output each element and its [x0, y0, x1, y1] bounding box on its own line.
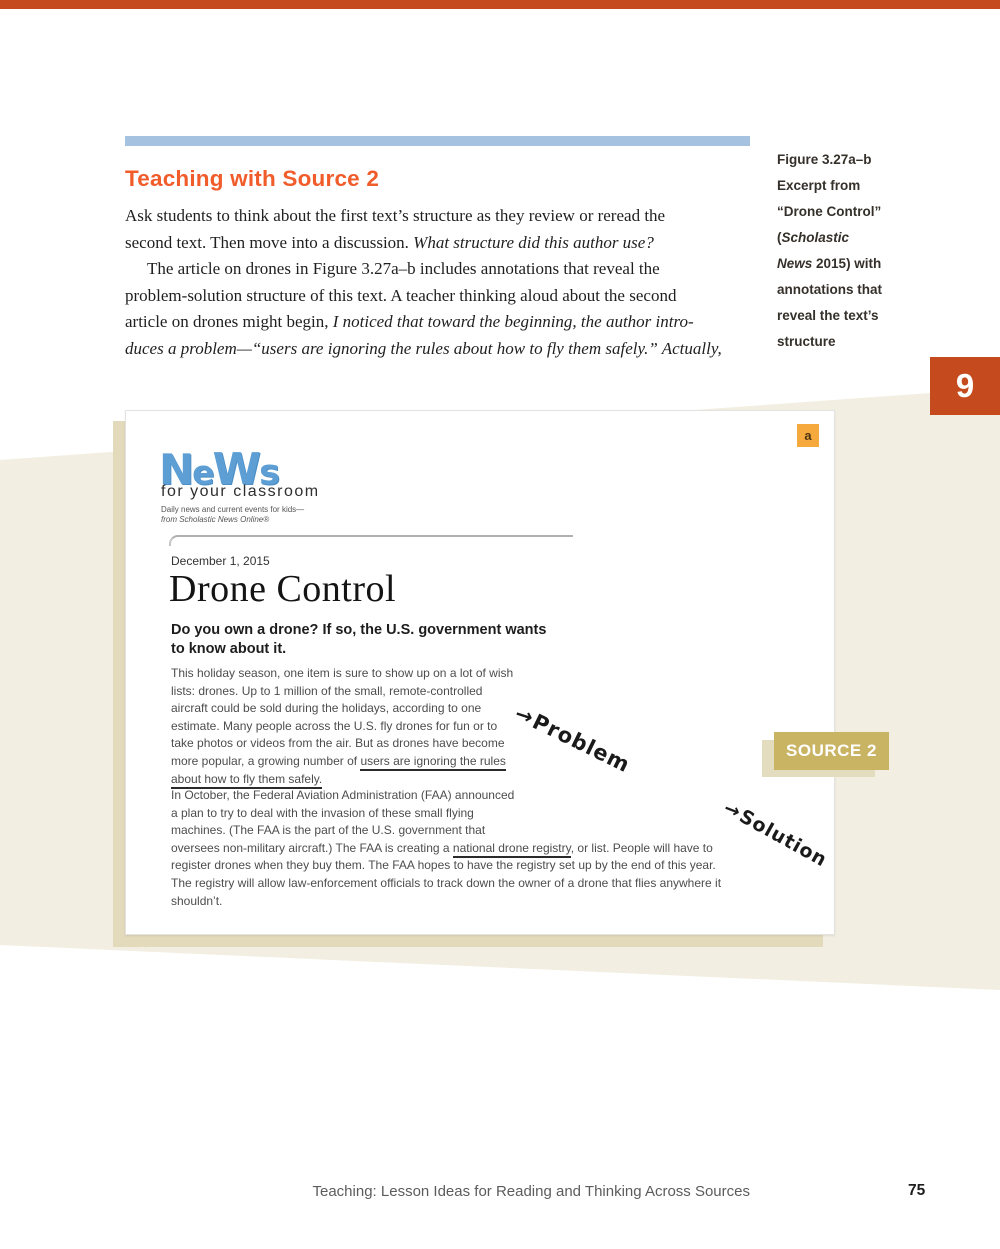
text-line: Excerpt from	[777, 178, 861, 193]
text-line: (Scholastic	[777, 230, 850, 245]
text-line: lists: drones. Up to 1 million of the small, remote-controlled	[171, 683, 483, 698]
newsletter-fineprint	[161, 505, 304, 525]
text-line: problem-solution structure of this text. A teacher thinking aloud about the second	[125, 285, 677, 305]
text-line: News 2015) with	[777, 256, 882, 271]
text-line: about how to fly them safely.	[171, 771, 513, 789]
text-line: estimate. Many people across the U.S. fly drones for fun or to	[171, 718, 498, 733]
text-line: reveal the text’s	[777, 308, 879, 323]
newsletter-tagline: for your classroom	[161, 483, 320, 500]
source-2-badge: SOURCE 2	[774, 732, 889, 770]
text-line: oversees non-military aircraft.) The FAA is creating a national drone registry, or list. People will have to	[171, 840, 721, 858]
text-line: aircraft could be sold during the holidays, according to one	[171, 701, 482, 716]
text-line: take photos or videos from the air. But as drones have become	[171, 736, 505, 751]
handwritten-solution-annotation	[720, 797, 831, 872]
footer-running-text: Teaching: Lesson Ideas for Reading and Thinking Across Sources	[312, 1183, 750, 1200]
annotation-arrow-icon: →	[512, 701, 538, 730]
chapter-color-top-bar	[0, 0, 1000, 9]
handwritten-problem-annotation	[511, 701, 634, 777]
subhead-line: to know about it.	[171, 641, 287, 657]
body-paragraphs	[125, 203, 765, 362]
text-line: annotations that	[777, 282, 882, 297]
annotation-arrow-icon: →	[720, 796, 745, 824]
text-line: structure	[777, 334, 836, 349]
text-line: Ask students to think about the first text’s structure as they review or reread the	[125, 206, 666, 225]
text-line: “Drone Control”	[777, 204, 882, 219]
article-headline: Drone Control	[169, 568, 397, 610]
section-title: Teaching with Source 2	[125, 166, 380, 191]
text-line: register drones when they buy them. The FAA hopes to have the registry set up by the end of this year.	[171, 858, 716, 873]
article-paragraph-problem	[171, 665, 513, 788]
article-paragraph-solution	[171, 787, 721, 910]
annotation-label: Solution	[735, 805, 832, 872]
text-line: second text. Then move into a discussion. What structure did this author use?	[125, 232, 654, 252]
text-line: The registry will allow law-enforcement officials to track down the owner of a drone that flies anywhere it	[171, 875, 722, 890]
figure-page-a-card	[125, 410, 835, 935]
text-line: This holiday season, one item is sure to show up on a lot of wish	[171, 666, 514, 680]
text-line: a plan to try to deal with the invasion of these small flying	[171, 805, 474, 820]
section-accent-bar	[125, 136, 750, 146]
text-line: shouldn’t.	[171, 893, 223, 908]
chapter-number-tab: 9	[930, 357, 1000, 415]
text-line: article on drones might begin, I noticed that toward the beginning, the author intro-	[125, 312, 694, 331]
fineprint-line: Daily news and current events for kids—	[161, 505, 305, 514]
figure-part-a-badge: a	[797, 424, 819, 447]
text-line: duces a problem—“users are ignoring the rules about how to fly them safely.” Actually,	[125, 338, 722, 358]
annotation-label: Problem	[528, 709, 635, 778]
article-subhead	[171, 621, 546, 659]
subhead-line: Do you own a drone? If so, the U.S. government wants	[171, 622, 547, 638]
article-date: December 1, 2015	[171, 554, 270, 568]
text-line: more popular, a growing number of users are ignoring the rules	[171, 753, 513, 771]
page-number: 75	[908, 1182, 926, 1199]
figure-caption	[777, 147, 937, 355]
text-line: machines. (The FAA is the part of the U.S. government that	[171, 823, 486, 838]
text-line: Figure 3.27a–b	[777, 152, 872, 167]
text-line: The article on drones in Figure 3.27a–b includes annotations that reveal the	[147, 259, 660, 278]
fineprint-line: from Scholastic News Online®	[161, 515, 270, 524]
newsletter-divider-rule	[169, 535, 573, 546]
text-line: In October, the Federal Aviation Administration (FAA) announced	[171, 788, 515, 802]
scholastic-news-logo-icon: NeWs	[159, 444, 278, 495]
